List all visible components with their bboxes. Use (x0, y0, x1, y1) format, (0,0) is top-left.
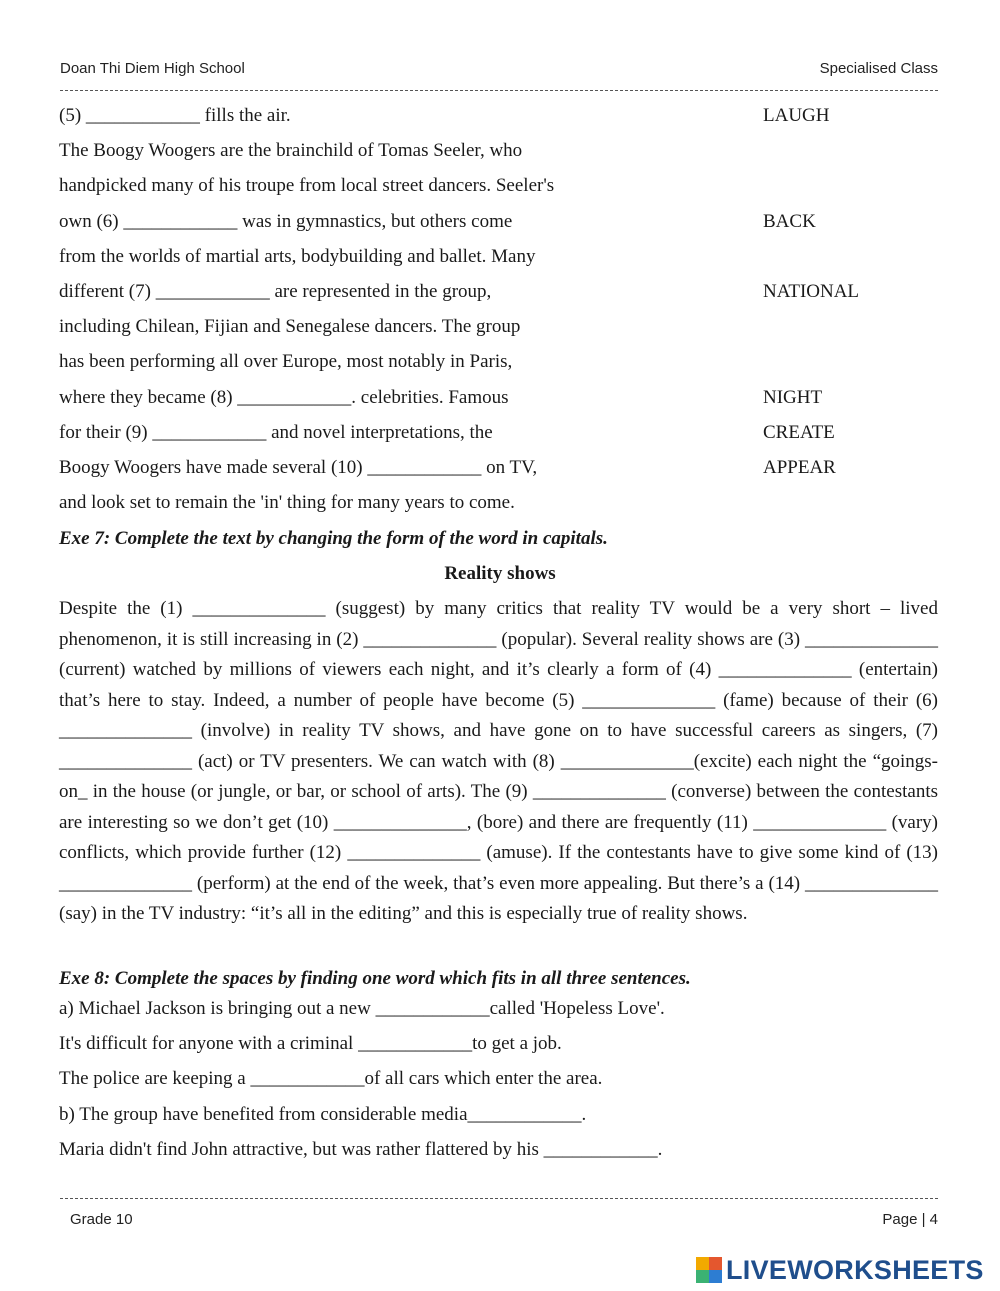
ex7-text: Despite the (1) ______________ (suggest) by many critics that reality TV would be a very short – lived phenomenon, it is still increasing in (2) ______________ (popular). Several reality shows are (3) ______________ (current) watched by millions of viewers each night, and it’s clearly a form of (4) ______________ (entertain) that’s here to stay. Indeed, a number of people have become (5) ______________ (fame) because of their (6) ______________ (involve) in reality TV shows, and have gone on to have successful careers as singers, (7) ______________ (act) or TV presenters. We can watch with (8) ______________(excite) each night the “goings-on_ in the house (or jungle, or bar, or school of arts). The (9) ______________ (converse) between the contestants are interesting so we don’t get (10) ______________, (bore) and there are frequently (11) ______________ (vary) conflicts, which provide further (12) ______________ (amuse). If the contestants have to give some kind of (13) ______________ (perform) at the end of the week, that’s even more appealing. But there’s a (14) ______________ (say) in the TV industry: “it’s all in the editing” and this is especially true of reality shows. (59, 598, 938, 924)
ex8-line-1: a) Michael Jackson is bringing out a new ____________called 'Hopeless Love'. (59, 998, 665, 1019)
ex6-line-3: handpicked many of his troupe from local street dancers. Seeler's (59, 175, 555, 196)
header-class: Specialised Class (819, 60, 938, 77)
ex6-word-appear: APPEAR (763, 457, 836, 478)
ex6-line-11: Boogy Woogers have made several (10) ____________ on TV, (59, 457, 538, 478)
ex6-line-9: where they became (8) ____________. celebrities. Famous (59, 387, 509, 408)
ex6-line-8: has been performing all over Europe, most notably in Paris, (59, 351, 513, 372)
footer-divider (60, 1198, 938, 1199)
ex8-line-2: It's difficult for anyone with a criminal ____________to get a job. (59, 1033, 562, 1054)
logo-text: LIVEWORKSHEETS (726, 1254, 984, 1285)
ex6-line-2: The Boogy Woogers are the brainchild of Tomas Seeler, who (59, 140, 523, 161)
ex6-word-create: CREATE (763, 422, 835, 443)
ex7-title: Reality shows (444, 563, 556, 584)
ex6-line-6: different (7) ____________ are represented in the group, (59, 281, 492, 302)
ex6-word-national: NATIONAL (763, 281, 860, 302)
ex6-line-10: for their (9) ____________ and novel interpretations, the (59, 422, 493, 443)
ex6-line-4: own (6) ____________ was in gymnastics, but others come (59, 211, 513, 232)
logo-tile-4 (709, 1270, 722, 1283)
ex6-line-12: and look set to remain the 'in' thing for many years to come. (59, 492, 515, 513)
ex8-line-4: b) The group have benefited from considerable media____________. (59, 1104, 587, 1125)
footer-grade: Grade 10 (70, 1211, 133, 1228)
logo-tile-3 (696, 1270, 709, 1283)
ex6-line-7: including Chilean, Fijian and Senegalese dancers. The group (59, 316, 521, 337)
ex8-line-5: Maria didn't find John attractive, but was rather flattered by his ____________. (59, 1139, 663, 1160)
ex6-word-back: BACK (763, 211, 816, 232)
ex6-line-1: (5) ____________ fills the air. (59, 105, 291, 126)
ex6-line-5: from the worlds of martial arts, bodybuilding and ballet. Many (59, 246, 536, 267)
liveworksheets-logo[interactable] (696, 1254, 984, 1286)
logo-tiles-icon (696, 1257, 722, 1283)
logo-tile-2 (709, 1257, 722, 1270)
ex7-instruction: Exe 7: Complete the text by changing the form of the word in capitals. (59, 528, 608, 549)
ex8-line-3: The police are keeping a ____________of all cars which enter the area. (59, 1068, 603, 1089)
ex8-instruction: Exe 8: Complete the spaces by finding one word which fits in all three sentences. (59, 968, 691, 989)
ex6-word-night: NIGHT (763, 387, 823, 408)
header-divider (60, 90, 938, 91)
logo-tile-1 (696, 1257, 709, 1270)
header-school: Doan Thi Diem High School (60, 60, 245, 77)
ex6-word-laugh: LAUGH (763, 105, 830, 126)
footer-page-number: Page | 4 (882, 1211, 938, 1228)
